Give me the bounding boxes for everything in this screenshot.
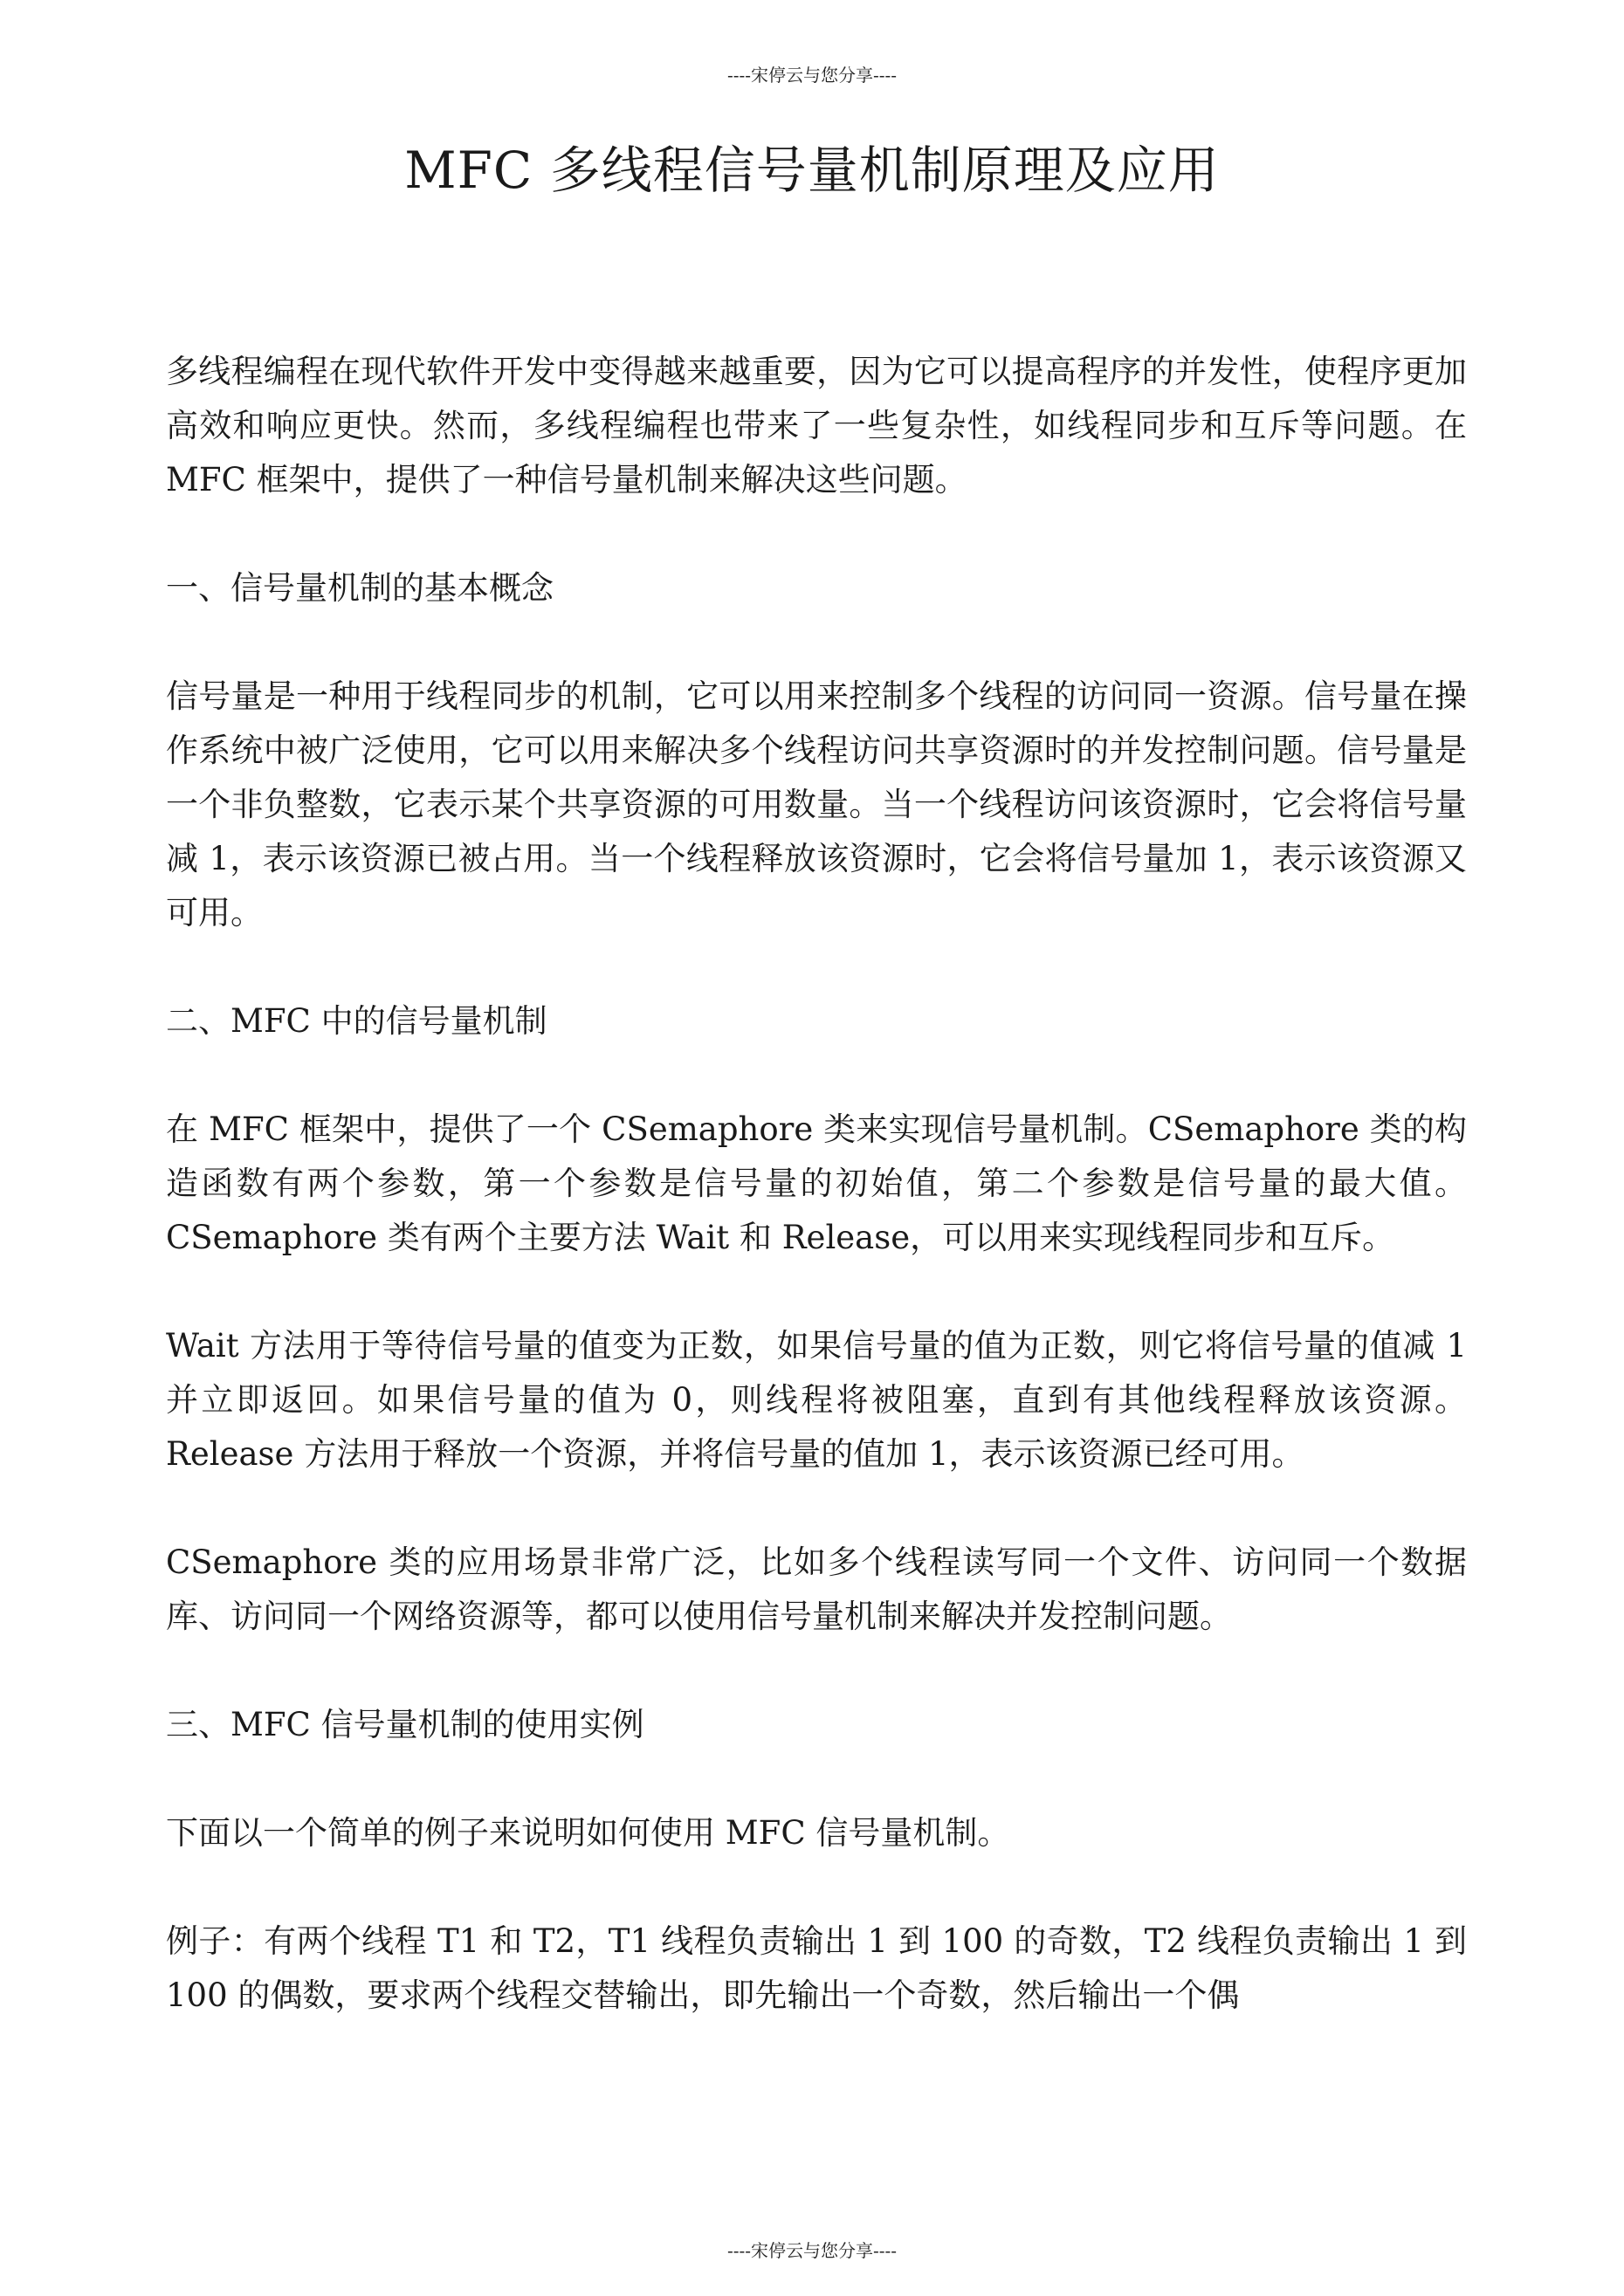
paragraph-use-cases: CSemaphore 类的应用场景非常广泛，比如多个线程读写同一个文件、访问同一个数据库、访问同一个网络资源等，都可以使用信号量机制来解决并发控制问题。 (166, 1543, 1467, 1635)
document-title: MFC 多线程信号量机制原理及应用 (404, 141, 1220, 200)
paragraph-example: 例子：有两个线程 T1 和 T2，T1 线程负责输出 1 到 100 的奇数，T2 线程负责输出 1 到 100 的偶数，要求两个线程交替输出，即先输出一个奇数，然后输出一个偶 (166, 1922, 1467, 2014)
paragraph-csemaphore-class: 在 MFC 框架中，提供了一个 CSemaphore 类来实现信号量机制。CSemaphore 类的构造函数有两个参数，第一个参数是信号量的初始值，第二个参数是信号量的最大值。CSemaphore 类有两个主要方法 Wait 和 Release，可以用来实现线程同步和互斥。 (166, 1110, 1467, 1256)
paragraph-semaphore-concept: 信号量是一种用于线程同步的机制，它可以用来控制多个线程的访问同一资源。信号量在操作系统中被广泛使用，它可以用来解决多个线程访问共享资源时的并发控制问题。信号量是一个非负整数，它表示某个共享资源的可用数量。当一个线程访问该资源时，它会将信号量减 1，表示该资源已被占用。当一个线程释放该资源时，它会将信号量加 1，表示该资源又可用。 (166, 677, 1467, 931)
section-heading-3: 三、MFC 信号量机制的使用实例 (166, 1706, 644, 1743)
paragraph-example-intro: 下面以一个简单的例子来说明如何使用 MFC 信号量机制。 (166, 1814, 1010, 1852)
document-body (166, 345, 1467, 2023)
section-heading-1: 一、信号量机制的基本概念 (166, 569, 554, 607)
section-heading-2: 二、MFC 中的信号量机制 (166, 1002, 547, 1040)
page-header: ----宋停云与您分享---- (726, 65, 898, 86)
paragraph-wait-release: Wait 方法用于等待信号量的值变为正数，如果信号量的值为正数，则它将信号量的值减 1 并立即返回。如果信号量的值为 0，则线程将被阻塞，直到有其他线程释放该资源。Release 方法用于释放一个资源，并将信号量的值加 1，表示该资源已经可用。 (166, 1327, 1467, 1473)
page-footer: ----宋停云与您分享---- (726, 2240, 898, 2261)
paragraph-intro: 多线程编程在现代软件开发中变得越来越重要，因为它可以提高程序的并发性，使程序更加高效和响应更快。然而，多线程编程也带来了一些复杂性，如线程同步和互斥等问题。在 MFC 框架中，提供了一种信号量机制来解决这些问题。 (166, 353, 1467, 498)
